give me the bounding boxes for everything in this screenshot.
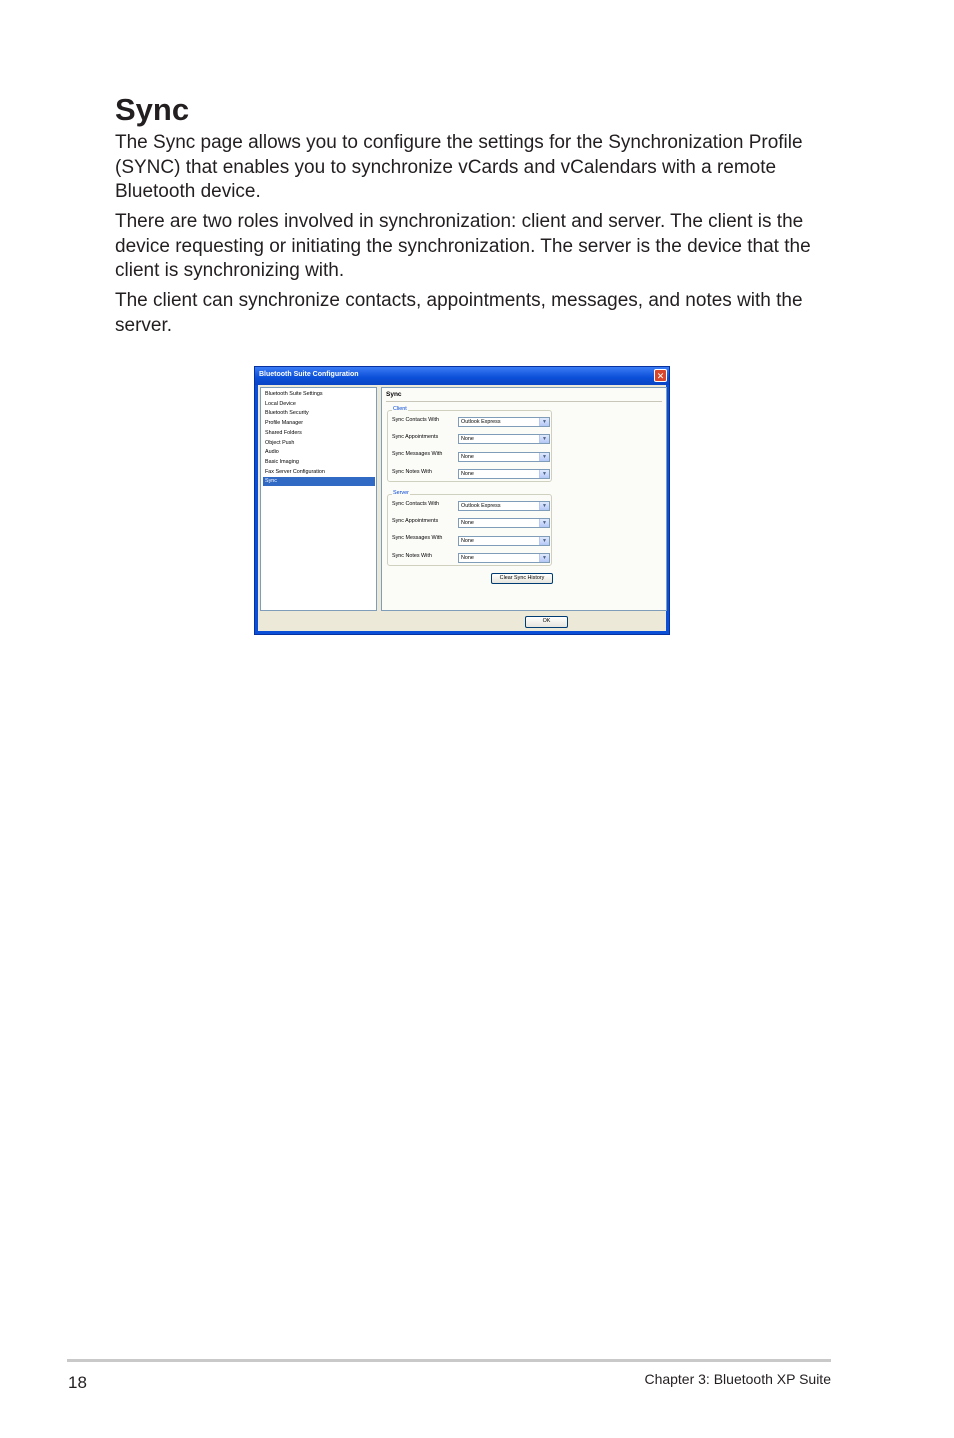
server-appointments-label: Sync Appointments — [392, 518, 439, 524]
page-number: 18 — [68, 1373, 87, 1392]
panel-divider — [386, 401, 662, 402]
dialog-body — [258, 385, 666, 631]
settings-tree — [260, 387, 377, 611]
roles-paragraph: There are two roles involved in synchronization: client and server. The client is the device requesting or initiating the synchronization. The server is the device that the client is synchronizing with. — [115, 211, 811, 281]
page-heading: Sync — [115, 92, 190, 127]
tree-item[interactable]: Shared Folders — [265, 429, 302, 436]
panel-title: Sync — [386, 391, 402, 398]
server-appointments-select[interactable] — [458, 518, 550, 528]
client-contacts-select[interactable] — [458, 417, 550, 427]
chevron-down-icon[interactable]: ▼ — [539, 554, 549, 562]
client-notes-label: Sync Notes With — [392, 469, 432, 475]
chevron-down-icon[interactable]: ▼ — [539, 470, 549, 478]
server-messages-select[interactable] — [458, 536, 550, 546]
close-icon[interactable]: ✕ — [654, 369, 667, 382]
chevron-down-icon[interactable]: ▼ — [539, 435, 549, 443]
client-notes-select[interactable] — [458, 469, 550, 479]
client-contacts-label: Sync Contacts With — [392, 417, 440, 423]
tree-item[interactable]: Object Push — [265, 439, 295, 446]
tree-item[interactable]: Basic Imaging — [265, 458, 299, 465]
server-notes-label: Sync Notes With — [392, 553, 432, 559]
select-value: None — [461, 555, 474, 561]
tree-item[interactable]: Bluetooth Suite Settings — [265, 391, 323, 397]
select-value: None — [461, 454, 474, 460]
server-notes-select[interactable] — [458, 553, 550, 563]
tree-item[interactable]: Audio — [265, 449, 279, 456]
footer-divider — [67, 1359, 831, 1362]
client-messages-label: Sync Messages With — [392, 451, 443, 457]
clear-sync-history-button[interactable]: Clear Sync History — [491, 573, 553, 584]
select-value: None — [461, 520, 474, 526]
client-appointments-label: Sync Appointments — [392, 434, 439, 440]
select-value: Outlook Express — [461, 419, 501, 425]
server-messages-label: Sync Messages With — [392, 535, 443, 541]
tree-item-sync-selected[interactable]: Sync — [263, 477, 375, 486]
tree-item[interactable]: Profile Manager — [265, 420, 304, 427]
select-value: None — [461, 436, 474, 442]
select-value: None — [461, 471, 474, 477]
sync-panel — [381, 387, 667, 611]
client-appointments-select[interactable] — [458, 434, 550, 444]
chevron-down-icon[interactable]: ▼ — [539, 519, 549, 527]
dialog-title: Bluetooth Suite Configuration — [259, 371, 359, 378]
config-dialog-screenshot — [254, 366, 670, 635]
chevron-down-icon[interactable]: ▼ — [539, 537, 549, 545]
server-contacts-select[interactable] — [458, 501, 550, 511]
tree-item[interactable]: Bluetooth Security — [265, 410, 309, 417]
client-paragraph: The client can synchronize contacts, appointments, messages, and notes with the server. — [115, 290, 803, 336]
select-value: None — [461, 538, 474, 544]
client-group-label: Client — [393, 406, 407, 412]
chevron-down-icon[interactable]: ▼ — [539, 418, 549, 426]
tree-item[interactable]: Local Device — [265, 400, 296, 407]
chevron-down-icon[interactable]: ▼ — [539, 453, 549, 461]
chapter-title: Chapter 3: Bluetooth XP Suite — [644, 1371, 831, 1387]
intro-paragraph: The Sync page allows you to configure the settings for the Synchronization Profile (SYNC) that enables you to synchronize vCards and vCalendars with a remote Bluetooth device. — [115, 132, 803, 202]
server-group-label: Server — [393, 490, 409, 496]
server-contacts-label: Sync Contacts With — [392, 501, 440, 507]
client-messages-select[interactable] — [458, 452, 550, 462]
select-value: Outlook Express — [461, 503, 501, 509]
dialog-titlebar — [255, 367, 669, 385]
client-group — [387, 406, 552, 482]
ok-button[interactable]: OK — [525, 616, 568, 628]
tree-item[interactable]: Fax Server Configuration — [265, 468, 325, 475]
server-group — [387, 490, 552, 566]
chevron-down-icon[interactable]: ▼ — [539, 502, 549, 510]
